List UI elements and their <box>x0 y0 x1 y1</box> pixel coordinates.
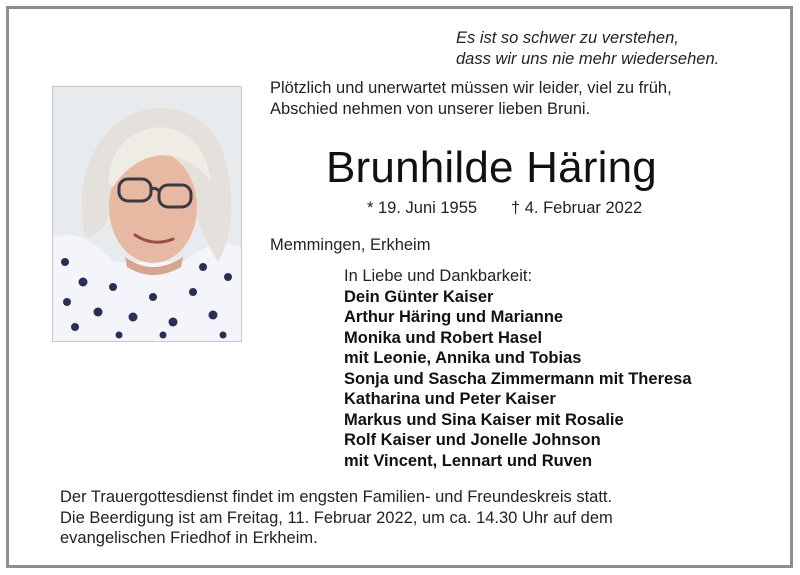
place-of-residence: Memmingen, Erkheim <box>270 236 431 254</box>
mourner-line: Markus und Sina Kaiser mit Rosalie <box>344 410 624 429</box>
mourner-line: mit Leonie, Annika und Tobias <box>344 349 582 367</box>
mourner-line: Dein Günter Kaiser <box>344 287 494 306</box>
mourner-line: Rolf Kaiser und Jonelle Johnson <box>344 431 601 449</box>
deceased-name: Brunhilde Häring <box>326 143 657 192</box>
mourner-line: Katharina und Peter Kaiser <box>344 390 556 408</box>
portrait-photo <box>52 86 242 342</box>
service-line-1: Der Trauergottesdienst findet im engsten Familien- und Freundeskreis statt. <box>60 488 613 506</box>
portrait-illustration <box>53 87 241 341</box>
service-line-2: Die Beerdigung ist am Freitag, 11. Februar 2022, um ca. 14.30 Uhr auf dem <box>60 508 613 527</box>
quote-line-2: dass wir uns nie mehr wiedersehen. <box>456 50 720 68</box>
mourner-line: Sonja und Sascha Zimmermann mit Theresa <box>344 369 692 388</box>
birth-date: * 19. Juni 1955 <box>367 199 478 217</box>
quote-line-1: Es ist so schwer zu verstehen, <box>456 29 679 47</box>
mourner-line: mit Vincent, Lennart und Ruven <box>344 451 593 470</box>
service-line-3: evangelischen Friedhof in Erkheim. <box>60 529 318 547</box>
mourner-line: Arthur Häring und Marianne <box>344 308 564 326</box>
mourner-line: Monika und Robert Hasel <box>344 328 543 347</box>
intro-line-2: Abschied nehmen von unserer lieben Bruni. <box>270 100 591 118</box>
death-date: † 4. Februar 2022 <box>511 199 643 217</box>
intro-text <box>270 78 780 120</box>
intro-line-1: Plötzlich und unerwartet müssen wir leider, viel zu früh, <box>270 79 672 97</box>
memorial-quote <box>456 28 786 70</box>
mourners-list <box>344 266 784 471</box>
funeral-service-info <box>60 487 780 549</box>
mourners-lead: In Liebe und Dankbarkeit: <box>344 267 533 285</box>
